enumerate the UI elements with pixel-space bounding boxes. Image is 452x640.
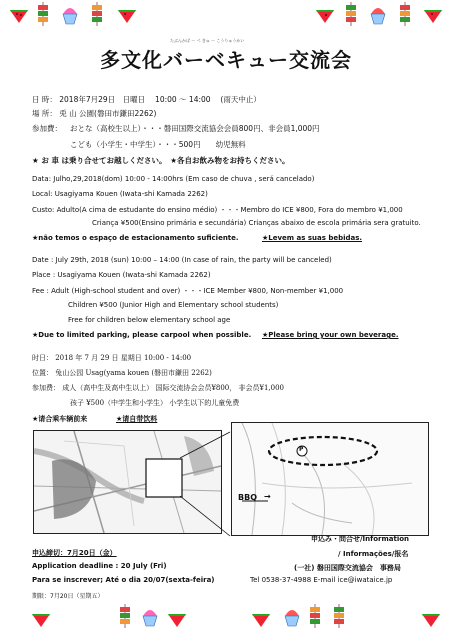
- zh-notice-carpool: ★请合乘车辆前来: [32, 415, 88, 423]
- deadline-zh: 期限：7月20日（星期五）: [32, 593, 104, 600]
- watermelon-icon: [314, 2, 336, 24]
- zh-place: 位置： 兔山公园 Usag(yama kouen (磐田市鎌田 2262): [32, 369, 212, 377]
- en-place: Place : Usagiyama Kouen (Iwata-shi Kamada 2262): [32, 271, 211, 279]
- en-fee-child: Children ¥500 (Junior High and Elementary school students): [68, 301, 279, 309]
- skewer-icon: [342, 2, 360, 26]
- pt-custo-child: Criança ¥500(Ensino primária e secundária) Crianças abaixo de escola primária sera gratuito.: [92, 219, 421, 227]
- zh-date: 时日： 2018 年 7 月 29 日 星期日 10:00 - 14:00: [32, 354, 192, 362]
- organization: (一社) 磐田国際交流協会 事務局: [294, 564, 401, 572]
- inquiry-label: 申込み・問合せ/Information: [311, 535, 410, 543]
- en-fee-adult: Fee : Adult (High-school student and over) ・・・ICE Member ¥800, Non-member ¥1,000: [32, 287, 344, 295]
- skewer-icon: [88, 2, 106, 26]
- watermelon-icon: [166, 606, 188, 628]
- bbq-label: BBQ: [238, 493, 257, 502]
- shaved-ice-icon: [60, 2, 80, 26]
- zh-fee-adult: 参加费： 成人（高中生及高中生以上） 国际交流协会会员¥800， 非会员¥1,000: [32, 384, 284, 392]
- jp-date: 日 時： 2018年7月29日 日曜日 10:00 ～ 14:00 (雨天中止）: [32, 95, 261, 104]
- zh-notice-drinks: ★请自带饮料: [116, 415, 158, 423]
- shaved-ice-icon: [140, 604, 160, 628]
- deadline-jp: 申込締切：7月20日（金）: [32, 549, 117, 557]
- park-map: [231, 422, 429, 536]
- watermelon-icon: [250, 606, 272, 628]
- title-ruby: たぶんかば ー べ きゅ ー こうりゅうかい: [170, 38, 245, 43]
- en-fee-free: Free for children below elementary school age: [68, 316, 231, 324]
- shaved-ice-icon: [282, 604, 302, 628]
- watermelon-icon: [422, 2, 444, 24]
- shaved-ice-icon: [368, 2, 388, 26]
- map-connector: [180, 430, 232, 540]
- pt-local: Local: Usagiyama Kouen (Iwata-shi Kamada 2262): [32, 190, 208, 198]
- watermelon-icon: [8, 2, 30, 24]
- en-notice-parking: ★Due to limited parking, please carpool when possible.: [32, 331, 252, 339]
- skewer-icon: [396, 2, 414, 26]
- jp-fee-adult: おとな（高校生以上）・・・磐田国際交流協会会員800円、非会員1,000円: [70, 124, 320, 133]
- inquiry-sub: / Informações/报名: [338, 550, 409, 558]
- pt-date: Data: Julho,29,2018(dom) 10:00 - 14:00hrs (Em caso de chuva , será cancelado): [32, 175, 315, 183]
- jp-fee-child: こども（小学生・中学生）・・・500円 幼児無料: [70, 140, 246, 149]
- pt-notice-drinks: ★Levem as suas bebidas.: [262, 234, 363, 242]
- jp-place: 場 所： 兎 山 公園(磐田市鎌田2262): [32, 109, 157, 118]
- deadline-en: Application deadline : 20 July (Fri): [32, 562, 167, 570]
- en-date: Date : July 29th, 2018 (sun) 10:00 – 14:00 (In case of rain, the party will be canceled): [32, 256, 332, 264]
- watermelon-icon: [116, 2, 138, 24]
- pt-notice-parking: ★não temos o espaço de estacionamento suficiente.: [32, 234, 239, 242]
- en-notice-drinks: ★Please bring your own beverage.: [262, 331, 399, 339]
- deadline-pt: Para se inscrever; Até o dia 20/07(sexta-feira): [32, 576, 215, 584]
- jp-notice: ★ お 車 は乗り合せてお越しください。 ★各自お飲み物をお持ちください。: [32, 156, 290, 165]
- watermelon-icon: [30, 606, 52, 628]
- skewer-icon: [306, 604, 324, 628]
- park-map-drawing: [232, 423, 428, 535]
- page-title: 多文化バーベキュー交流会: [100, 48, 352, 72]
- contact-info: Tel 0538-37-4988 E-mail ice@iwataice.jp: [250, 576, 393, 584]
- jp-fee-label: 参加費：: [32, 124, 62, 133]
- arrow-icon: →: [264, 492, 271, 501]
- watermelon-icon: [420, 606, 442, 628]
- skewer-icon: [330, 604, 348, 628]
- parking-icon: P: [299, 446, 304, 453]
- zh-fee-child: 孩子 ¥500（中学生和小学生） 小学生以下的儿童免费: [70, 399, 240, 407]
- pt-custo-adult: Custo: Adulto(A cima de estudante do ensino médio) ・・・Membro do ICE ¥800, Fora do membro ¥1,000: [32, 206, 403, 214]
- skewer-icon: [34, 2, 52, 26]
- skewer-icon: [116, 604, 134, 628]
